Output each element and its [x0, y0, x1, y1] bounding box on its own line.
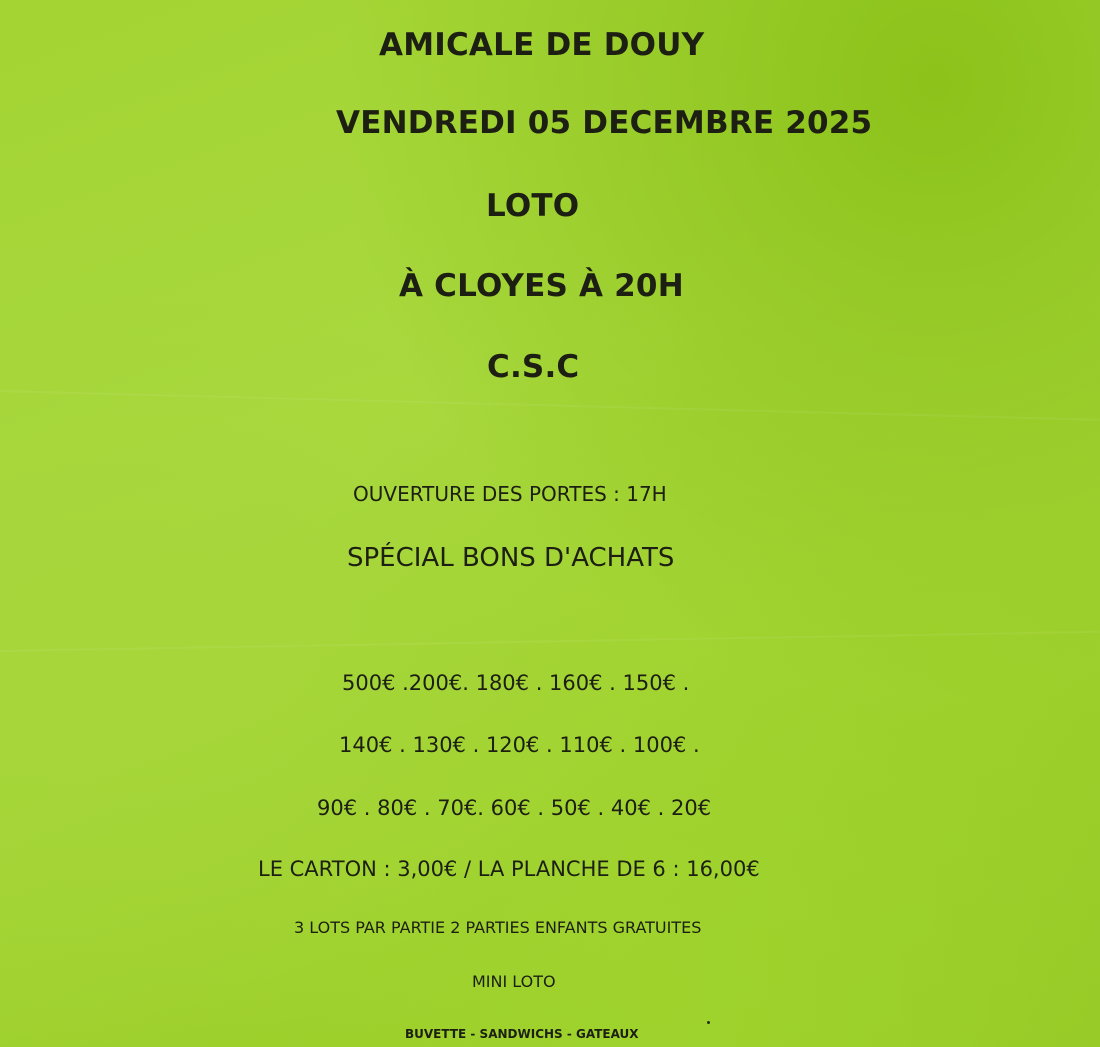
doors-opening: OUVERTURE DES PORTES : 17H: [353, 482, 667, 506]
lots-info: 3 LOTS PAR PARTIE 2 PARTIES ENFANTS GRATUITES: [294, 918, 702, 937]
mini-loto: MINI LOTO: [472, 972, 556, 991]
refreshments-info: BUVETTE - SANDWICHS - GATEAUX: [405, 1027, 639, 1041]
special-heading: SPÉCIAL BONS D'ACHATS: [347, 543, 675, 573]
organization-title: AMICALE DE DOUY: [379, 27, 705, 63]
paper-crease: [0, 631, 1100, 652]
event-date: VENDREDI 05 DECEMBRE 2025: [336, 105, 873, 141]
event-venue: C.S.C: [487, 349, 580, 385]
prizes-line-3: 90€ . 80€ . 70€. 60€ . 50€ . 40€ . 20€: [317, 796, 712, 820]
prizes-line-2: 140€ . 130€ . 120€ . 110€ . 100€ .: [339, 733, 700, 757]
ink-speck: [707, 1021, 710, 1024]
event-name: LOTO: [486, 188, 580, 224]
pricing-info: LE CARTON : 3,00€ / LA PLANCHE DE 6 : 16,00€: [258, 857, 760, 881]
prizes-line-1: 500€ .200€. 180€ . 160€ . 150€ .: [342, 671, 690, 695]
event-location-time: À CLOYES À 20H: [399, 268, 684, 304]
paper-crease: [0, 390, 1100, 421]
